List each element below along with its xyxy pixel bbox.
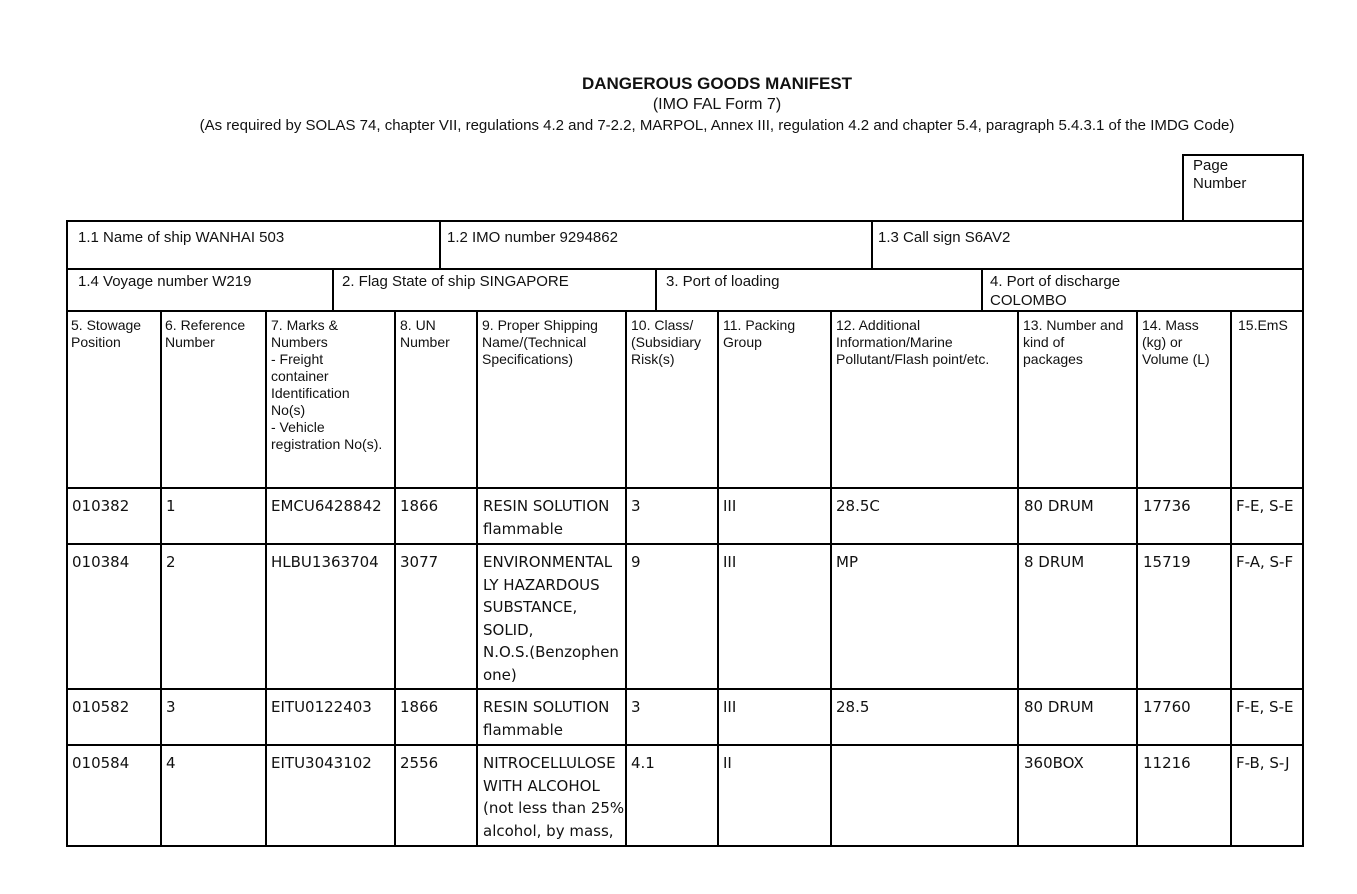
cell-line: III	[723, 497, 737, 515]
header-number-kind-packages	[1023, 317, 1123, 368]
ship-row1-divider-a	[439, 220, 441, 270]
table-bottom-border	[66, 845, 1304, 847]
cell-ems	[1236, 495, 1293, 518]
cell-line: WITH ALCOHOL	[483, 776, 600, 795]
header-line: Numbers	[271, 334, 328, 350]
cell-line: 2556	[400, 754, 439, 772]
header-line: Risk(s)	[631, 351, 675, 367]
header-stowage-position	[71, 317, 141, 351]
cell-ems	[1236, 696, 1293, 719]
cell-mass	[1143, 551, 1191, 574]
col-divider-4	[476, 310, 478, 847]
row-divider-ship	[66, 268, 1304, 270]
flag-state: 2. Flag State of ship SINGAPORE	[342, 273, 569, 290]
cell-packages	[1024, 752, 1084, 775]
cell-line: 360BOX	[1024, 754, 1084, 772]
header-ems	[1238, 317, 1288, 334]
header-line: 5. Stowage	[71, 317, 142, 333]
cell-line: 80 DRUM	[1024, 497, 1094, 515]
cell-line: 1866	[400, 497, 439, 515]
cell-line: alcohol, by mass,	[483, 821, 614, 840]
cell-ref	[166, 752, 176, 775]
col-divider-3	[394, 310, 396, 847]
header-line: 11. Packing	[723, 317, 796, 333]
cell-class	[631, 551, 641, 574]
cell-info	[836, 495, 880, 518]
header-reference-number	[165, 317, 245, 351]
cell-line: EITU0122403	[271, 698, 372, 716]
cell-ref	[166, 495, 176, 518]
cell-line: 11216	[1143, 754, 1191, 772]
port-discharge-label: 4. Port of discharge	[990, 273, 1121, 290]
cell-line: 4	[166, 754, 176, 772]
cell-mass	[1143, 495, 1191, 518]
page-box-right-border	[1302, 154, 1304, 222]
header-line: 6. Reference	[165, 317, 246, 333]
header-line: 12. Additional	[836, 317, 921, 333]
ship-name: 1.1 Name of ship WANHAI 503	[78, 229, 285, 246]
header-additional-info	[836, 317, 989, 368]
cell-line: EITU3043102	[271, 754, 372, 772]
cell-line: F-E, S-E	[1236, 698, 1294, 716]
cell-un	[400, 752, 438, 775]
cell-mass	[1143, 752, 1191, 775]
page-box-left-border	[1182, 154, 1184, 222]
cell-pg	[723, 752, 732, 775]
header-line: Number	[400, 334, 450, 350]
voyage-number: 1.4 Voyage number W219	[78, 273, 252, 290]
cell-stowage	[72, 696, 129, 719]
cell-line: LY HAZARDOUS	[483, 575, 600, 594]
col-divider-2	[265, 310, 267, 847]
col-divider-8	[1017, 310, 1019, 847]
ship-row2-divider-b	[655, 268, 657, 312]
col-divider-6	[717, 310, 719, 847]
cell-line: 010384	[72, 553, 130, 571]
header-line: Number	[165, 334, 215, 350]
cell-marks	[271, 551, 379, 574]
header-line: Information/Marine	[836, 334, 953, 350]
cell-line: 1866	[400, 698, 439, 716]
cell-line: 80 DRUM	[1024, 698, 1094, 716]
cell-ems	[1236, 752, 1290, 775]
cell-line: 3	[631, 497, 641, 515]
cell-line: II	[723, 754, 732, 772]
cell-class	[631, 495, 641, 518]
cell-ems	[1236, 551, 1293, 574]
header-line: 8. UN	[400, 317, 436, 333]
cell-class	[631, 752, 655, 775]
header-line: 14. Mass	[1142, 317, 1199, 333]
header-line: Volume (L)	[1142, 351, 1210, 367]
ship-row2-divider-c	[981, 268, 983, 312]
header-line: - Vehicle	[271, 419, 325, 435]
header-line: Name/(Technical	[482, 334, 587, 350]
cell-psn	[483, 696, 609, 741]
col-divider-5	[625, 310, 627, 847]
header-line: Identification	[271, 385, 350, 401]
col-divider-7	[830, 310, 832, 847]
page-box-top-border	[1182, 154, 1304, 156]
cell-stowage	[72, 752, 129, 775]
header-marks-numbers	[271, 317, 382, 453]
cell-line: HLBU1363704	[271, 553, 379, 571]
cell-line: MP	[836, 553, 858, 571]
cell-stowage	[72, 495, 129, 518]
header-line: Pollutant/Flash point/etc.	[836, 351, 990, 367]
cell-line: 3	[166, 698, 176, 716]
row-divider-1	[66, 543, 1304, 545]
cell-packages	[1024, 696, 1094, 719]
imo-number: 1.2 IMO number 9294862	[447, 229, 618, 246]
cell-line: 15719	[1143, 553, 1191, 571]
cell-un	[400, 696, 438, 719]
header-line: (kg) or	[1142, 334, 1183, 350]
cell-line: flammable	[483, 519, 563, 538]
header-proper-shipping-name	[482, 317, 598, 368]
cell-line: SUBSTANCE,	[483, 598, 578, 616]
cell-line: NITROCELLULOSE	[483, 754, 616, 772]
document-title: DANGEROUS GOODS MANIFEST	[581, 74, 853, 93]
cell-line: one)	[483, 665, 517, 684]
cell-line: 1	[166, 497, 176, 515]
cell-info	[836, 696, 869, 719]
header-line: 7. Marks &	[271, 317, 338, 333]
header-line: (Subsidiary	[631, 334, 702, 350]
row-divider-3	[66, 744, 1304, 746]
col-divider-1	[160, 310, 162, 847]
cell-info	[836, 551, 858, 574]
cell-pg	[723, 696, 736, 719]
header-line: 13. Number and	[1023, 317, 1124, 333]
table-left-border	[66, 220, 68, 847]
cell-line: RESIN SOLUTION	[483, 497, 610, 515]
header-line: Specifications)	[482, 351, 574, 367]
cell-pg	[723, 495, 736, 518]
cell-line: III	[723, 698, 737, 716]
cell-line: ENVIRONMENTAL	[483, 553, 613, 571]
cell-psn	[483, 752, 624, 842]
cell-line: (not less than 25%	[483, 799, 625, 817]
page-label-line: Page	[1193, 157, 1229, 174]
table-right-border	[1302, 220, 1304, 847]
header-line: registration No(s).	[271, 436, 383, 452]
cell-line: SOLID,	[483, 620, 534, 639]
table-top-border	[66, 220, 1304, 222]
cell-line: RESIN SOLUTION	[483, 698, 610, 716]
row-divider-2	[66, 688, 1304, 690]
call-sign: 1.3 Call sign S6AV2	[878, 229, 1011, 246]
header-line: packages	[1023, 351, 1083, 367]
cell-packages	[1024, 495, 1094, 518]
cell-line: flammable	[483, 720, 563, 739]
cell-psn	[483, 495, 609, 540]
col-divider-9	[1136, 310, 1138, 847]
header-line: Position	[71, 334, 121, 350]
header-line: kind of	[1023, 334, 1065, 350]
cell-marks	[271, 696, 372, 719]
cell-line: N.O.S.(Benzophen	[483, 643, 619, 661]
ship-row2-divider-a	[332, 268, 334, 312]
ship-row1-divider-b	[871, 220, 873, 270]
legal-note: (As required by SOLAS 74, chapter VII, regulations 4.2 and 7-2.2, MARPOL, Annex III, regulation 4.2 and chapter 5.4, paragraph 5.4.3.1 of the IMDG Code)	[199, 117, 1235, 134]
cell-line: 4.1	[631, 754, 655, 772]
cell-line: 010584	[72, 754, 130, 772]
cell-stowage	[72, 551, 129, 574]
port-of-discharge	[990, 272, 1120, 310]
page-number-label	[1193, 157, 1246, 193]
cell-ref	[166, 696, 176, 719]
header-line: - Freight	[271, 351, 324, 367]
cell-line: 010582	[72, 698, 130, 716]
header-line: 15.EmS	[1238, 317, 1288, 333]
cell-psn	[483, 551, 619, 686]
cell-un	[400, 551, 438, 574]
cell-line: 8 DRUM	[1024, 553, 1085, 571]
cell-line: F-B, S-J	[1236, 754, 1290, 772]
header-class	[631, 317, 701, 368]
cell-line: 3077	[400, 553, 439, 571]
cell-pg	[723, 551, 736, 574]
header-line: No(s)	[271, 402, 306, 418]
header-mass-volume	[1142, 317, 1210, 368]
cell-marks	[271, 752, 372, 775]
cell-line: 28.5	[836, 698, 870, 716]
cell-class	[631, 696, 641, 719]
cell-line: 9	[631, 553, 641, 571]
header-packing-group	[723, 317, 795, 351]
cell-line: F-E, S-E	[1236, 497, 1294, 515]
port-discharge-value: COLOMBO	[990, 292, 1067, 309]
cell-un	[400, 495, 438, 518]
cell-ref	[166, 551, 176, 574]
cell-line: 3	[631, 698, 641, 716]
cell-line: 28.5C	[836, 497, 880, 515]
cell-line: 17760	[1143, 698, 1191, 716]
header-line: container	[271, 368, 329, 384]
col-divider-10	[1230, 310, 1232, 847]
cell-marks	[271, 495, 382, 518]
cell-line: 010382	[72, 497, 130, 515]
header-un-number	[400, 317, 450, 351]
header-line: 10. Class/	[631, 317, 694, 333]
cell-line: 17736	[1143, 497, 1191, 515]
header-line: 9. Proper Shipping	[482, 317, 598, 333]
cell-line: 2	[166, 553, 176, 571]
header-line: Group	[723, 334, 762, 350]
cell-line: F-A, S-F	[1236, 553, 1294, 571]
row-divider-voyage	[66, 310, 1304, 312]
cell-packages	[1024, 551, 1084, 574]
cell-line: EMCU6428842	[271, 497, 382, 515]
row-divider-header	[66, 487, 1304, 489]
port-of-loading: 3. Port of loading	[666, 273, 780, 290]
cell-mass	[1143, 696, 1191, 719]
document-subtitle: (IMO FAL Form 7)	[652, 96, 782, 113]
cell-line: III	[723, 553, 737, 571]
number-label-line: Number	[1193, 175, 1247, 192]
